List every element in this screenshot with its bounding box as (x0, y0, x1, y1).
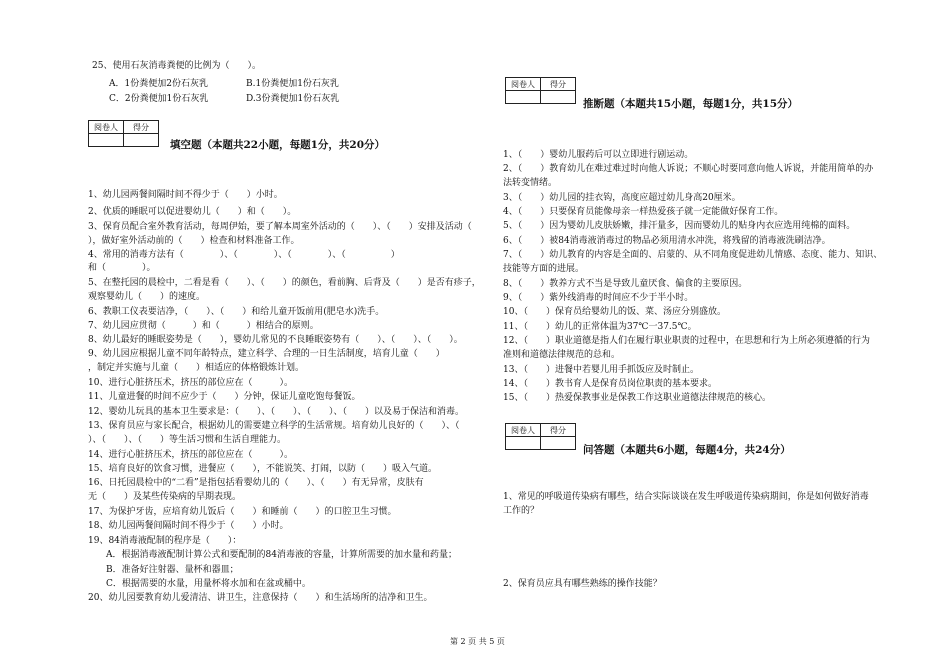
fill-line: 17、为保护牙齿，应培育幼儿饭后（ ）和睡前（ ）的口腔卫生习惯。 (88, 507, 397, 517)
q25-stem: 25、使用石灰消毒粪便的比例为（ ）。 (92, 61, 261, 71)
fill-line: 6、教职工仪表要洁净，（ ）、（ ）和给儿童开饭前用(肥皂水)洗手。 (88, 307, 385, 317)
judge-line: 8、（ ）教养方式不当是导致儿童厌食、偏食的主要原因。 (503, 279, 748, 289)
fill-line: 15、培育良好的饮食习惯，进餐应（ ），不能说笑、打闹，以防（ ）吸入气道。 (88, 464, 437, 474)
score-box-judge (505, 77, 576, 104)
fill-line: ，制定并实施与儿童（ ）相适应的体格锻炼计划。 (88, 363, 305, 373)
grader-label: 阅卷人 (89, 121, 124, 134)
judge-line: 技能等方面的进展。 (503, 264, 585, 274)
fill-line: 12、婴幼儿玩具的基本卫生要求是：（ ）、（ ）、（ ）、（ ）以及易于保洁和消毒。 (88, 407, 464, 417)
fill-line: 19、84消毒液配制的程序是（ ）： (88, 536, 242, 546)
q25-option-b: B.1份粪便加1份石灰乳 (246, 79, 339, 89)
judge-line: 10、（ ）保育员给婴幼儿的饭、菜、汤应分别盛放。 (503, 307, 726, 317)
judge-line: 13、（ ）进餐中若婴儿用手抓饭应及时制止。 (503, 365, 699, 375)
qa-section-title: 问答题（本题共6小题，每题4分，共24分） (583, 444, 791, 456)
q25-option-a: A．1份粪便加2份石灰乳 (109, 79, 208, 89)
grader-label: 阅卷人 (506, 78, 541, 91)
score-cell (124, 134, 159, 147)
judge-line: 11、（ ）幼儿的正常体温为37℃一37.5℃。 (503, 322, 697, 332)
fill-line: C．根据需要的水量，用量杯将水加和在盆或桶中。 (106, 579, 311, 589)
qa-q1-line-2: 工作的？ (503, 506, 540, 516)
qa-q2: 2、保育员应具有哪些熟练的操作技能？ (503, 579, 662, 589)
fill-line: 2、优质的睡眠可以促进婴幼儿（ ）和（ ）。 (88, 207, 297, 217)
judge-line: 12、（ ）职业道德是指人们在履行职业职责的过程中，在思想和行为上所必须遵循的行为 (503, 336, 870, 346)
judge-line: 3、（ ）幼儿园的挂衣钩，高度应超过幼儿身高20厘米。 (503, 193, 741, 203)
judge-line: 5、（ ）因为婴幼儿皮肤娇嫩，排汗量多，因而婴幼儿的贴身内衣应选用纯棉的面料。 (503, 221, 856, 231)
judge-line: 14、（ ）教书育人是保育员岗位职责的基本要求。 (503, 379, 717, 389)
fill-line: A．根据消毒液配制计算公式和要配制的84消毒液的容量，计算所需要的加水量和药量； (106, 550, 457, 560)
fill-line: 20、幼儿园要教育幼儿爱清洁、讲卫生，注意保持（ ）和生活场所的洁净和卫生。 (88, 593, 433, 603)
judge-line: 15、（ ）热爱保教事业是保教工作这职业道德法律规范的核心。 (503, 393, 771, 403)
fill-line: 16、日托园晨检中的“二看”是指包括看婴幼儿的（ ）、（ ）有无异常，皮肤有 (88, 478, 424, 488)
judge-section-title: 推断题（本题共15小题，每题1分，共15分） (583, 98, 799, 110)
fill-line: 观察婴幼儿（ ）的速度。 (88, 292, 206, 302)
fill-line: ）、（ ）、（ ）等生活习惯和生活自理能力。 (88, 435, 287, 445)
score-cell (541, 91, 576, 104)
fill-line: 9、幼儿园应根据儿童不同年龄特点，建立科学、合理的一日生活制度，培育儿童（ ） (88, 349, 445, 359)
fill-line: 13、保育员应与家长配合，根据幼儿的需要建立科学的生活常规。培育幼儿良好的（ ）、（ (88, 421, 460, 431)
score-label: 得分 (541, 424, 576, 437)
judge-line: 法转变情绪。 (503, 178, 558, 188)
fill-line: 1、幼儿园两餐间隔时间不得少于（ ）小时。 (88, 190, 283, 200)
page-footer: 第 2 页 共 5 页 (450, 637, 505, 646)
score-box-qa (505, 423, 576, 450)
judge-line: 6、（ ）被84消毒液消毒过的物品必须用清水冲洗，将残留的消毒液洗刷洁净。 (503, 236, 831, 246)
grader-cell (89, 134, 124, 147)
grader-cell (506, 91, 541, 104)
fill-line: 11、儿童进餐的时间不应少于（ ）分钟，保证儿童吃饱每餐饭。 (88, 392, 361, 402)
score-label: 得分 (541, 78, 576, 91)
judge-line: 1、（ ）婴幼儿服药后可以立即进行剧运动。 (503, 150, 694, 160)
fill-line: 3、保育员配合室外教育活动，每周伊始，要了解本周室外活动的（ ）、（ ）安排及活动（ (88, 222, 472, 232)
score-label: 得分 (124, 121, 159, 134)
fill-line: 14、进行心脏挤压术，挤压的部位应在（ ）。 (88, 450, 293, 460)
grader-cell (506, 437, 541, 450)
fill-line: 4、常用的消毒方法有（ ）、（ ）、（ ）、（ ） (88, 250, 400, 260)
fill-line: 和（ ）。 (88, 263, 156, 273)
fill-line: 8、幼儿最好的睡眠姿势是（ ），婴幼儿常见的不良睡眠姿势有（ ）、（ ）、（ ）。 (88, 335, 463, 345)
fill-line: 7、幼儿园应贯彻（ ）和（ ）相结合的原则。 (88, 321, 319, 331)
q25-option-c: C．2份粪便加1份石灰乳 (109, 94, 209, 104)
judge-line: 7、（ ）幼儿教育的内容是全面的、启蒙的、从不同角度促进幼儿情感、态度、能力、知识、 (503, 250, 883, 260)
fill-line: 18、幼儿园两餐间隔时间不得少于（ ）小时。 (88, 521, 289, 531)
score-cell (541, 437, 576, 450)
fill-line: 5、在整托园的晨检中，二看是看（ ）、（ ）的颜色，看前胸、后背及（ ）是否有疹子， (88, 278, 481, 288)
judge-line: 9、（ ）紫外线消毒的时间应不少于半小时。 (503, 293, 694, 303)
fill-line: 无（ ）及某些传染病的早期表现。 (88, 492, 242, 502)
judge-line: 准则和道德法律规范的总和。 (503, 350, 621, 360)
judge-line: 4、（ ）只要保育员能像母亲一样热爱孩子就一定能做好保育工作。 (503, 207, 784, 217)
q25-option-d: D.3份粪便加1份石灰乳 (246, 94, 340, 104)
score-box-fill (88, 120, 159, 147)
fill-section-title: 填空题（本题共22小题，每题1分，共20分） (170, 139, 386, 151)
qa-q1-line-1: 1、常见的呼吸道传染病有哪些，结合实际谈谈在发生呼吸道传染病期间，你是如何做好消毒 (503, 492, 869, 502)
fill-line: 10、进行心脏挤压术，挤压的部位应在（ ）。 (88, 378, 293, 388)
fill-line: ），做好室外活动前的（ ）检查和材料准备工作。 (88, 236, 300, 246)
fill-line: B．准备好注射器、量杯和器皿； (106, 565, 239, 575)
grader-label: 阅卷人 (506, 424, 541, 437)
judge-line: 2、（ ）教育幼儿在难过难过时向他人诉说；不顺心时要同意向他人诉说，并能用简单的办 (503, 164, 874, 174)
